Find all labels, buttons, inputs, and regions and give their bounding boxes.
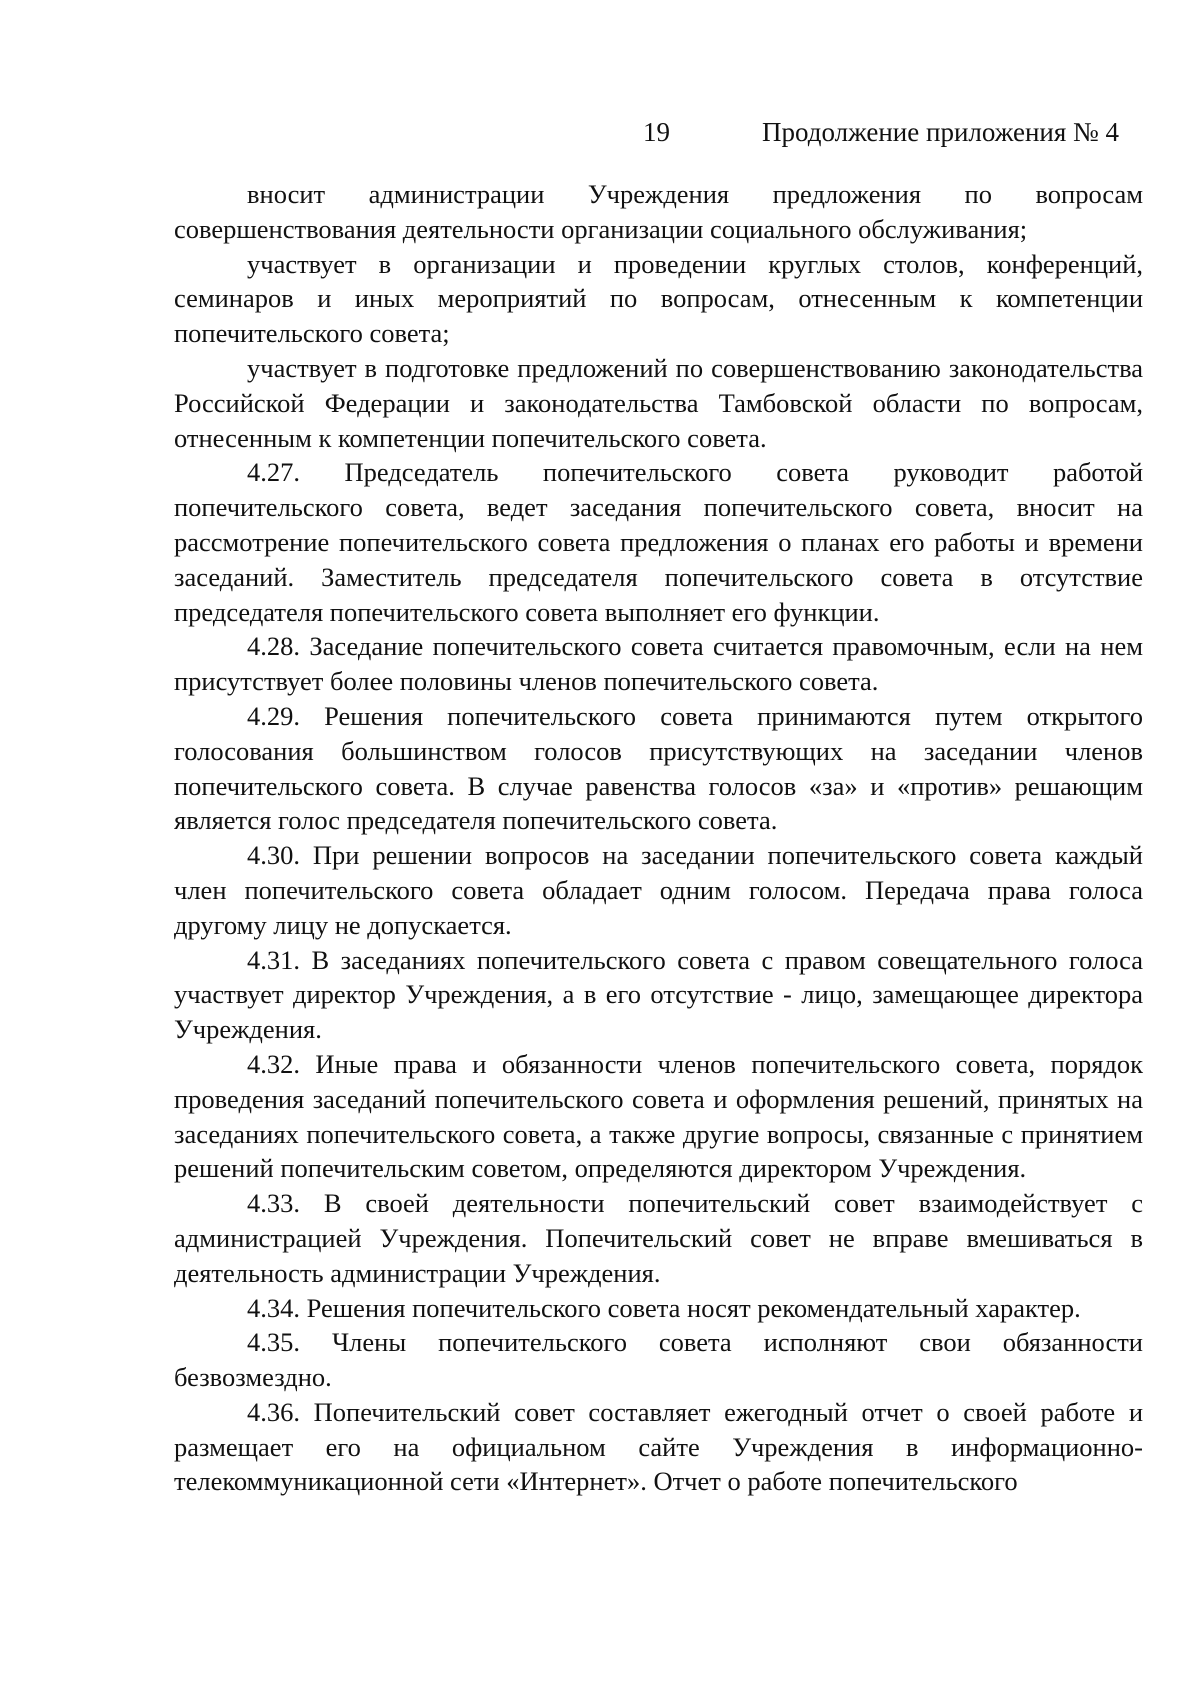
paragraph: вносит администрации Учреждения предложения по вопросам совершенствования деятельности организации социального обслуживания; [174, 179, 1143, 244]
paragraph: участвует в организации и проведении круглых столов, конференций, семинаров и иных мероприятий по вопросам, отнесенным к компетенции попечительского совета; [174, 248, 1143, 349]
paragraph: 4.35. Члены попечительского совета исполняют свои обязанности безвозмездно. [174, 1327, 1143, 1393]
page-header [0, 112, 1200, 152]
paragraph: 4.28. Заседание попечительского совета считается правомочным, если на нем присутствует более половины членов попечительского совета. [174, 631, 1143, 697]
document-body [174, 177, 1143, 1499]
paragraph: участвует в подготовке предложений по совершенствованию законодательства Российской Федерации и законодательства Тамбовской области по вопросам, отнесенным к компетенции попечительского совета. [174, 352, 1143, 453]
paragraph: 4.34. Решения попечительского совета носят рекомендательный характер. [247, 1292, 1081, 1323]
paragraph: 4.36. Попечительский совет составляет ежегодный отчет о своей работе и размещает его на официальном сайте Учреждения в информационно-телекоммуникационной сети «Интернет». Отчет о работе попечительского [174, 1396, 1143, 1497]
appendix-continuation-title: Продолжение приложения № 4 [762, 117, 1120, 147]
paragraph: 4.30. При решении вопросов на заседании попечительского совета каждый член попечительского совета обладает одним голосом. Передача права голоса другому лицу не допускается. [174, 840, 1143, 940]
paragraph: 4.29. Решения попечительского совета принимаются путем открытого голосования большинством голосов присутствующих на заседании членов попечительского совета. В случае равенства голосов «за» и «против» решающим является голос председателя попечительского совета. [174, 700, 1143, 836]
paragraph: 4.32. Иные права и обязанности членов попечительского совета, порядок проведения заседаний попечительского совета и оформления решений, принятых на заседаниях попечительского совета, а также другие вопросы, связанные с принятием решений попечительским советом, определяются директором Учреждения. [174, 1048, 1143, 1184]
paragraph: 4.27. Председатель попечительского совета руководит работой попечительского совета, ведет заседания попечительского совета, вносит на рассмотрение попечительского совета предложения о планах его работы и времени заседаний. Заместитель председателя попечительского совета в отсутствие председателя попечительского совета выполняет его функции. [174, 457, 1143, 627]
page-number: 19 [643, 117, 670, 147]
paragraph: 4.31. В заседаниях попечительского совета с правом совещательного голоса участвует директор Учреждения, а в его отсутствие - лицо, замещающее директора Учреждения. [174, 944, 1143, 1045]
paragraph: 4.33. В своей деятельности попечительский совет взаимодействует с администрацией Учреждения. Попечительский совет не вправе вмешиваться в деятельность администрации Учреждения. [174, 1188, 1143, 1288]
